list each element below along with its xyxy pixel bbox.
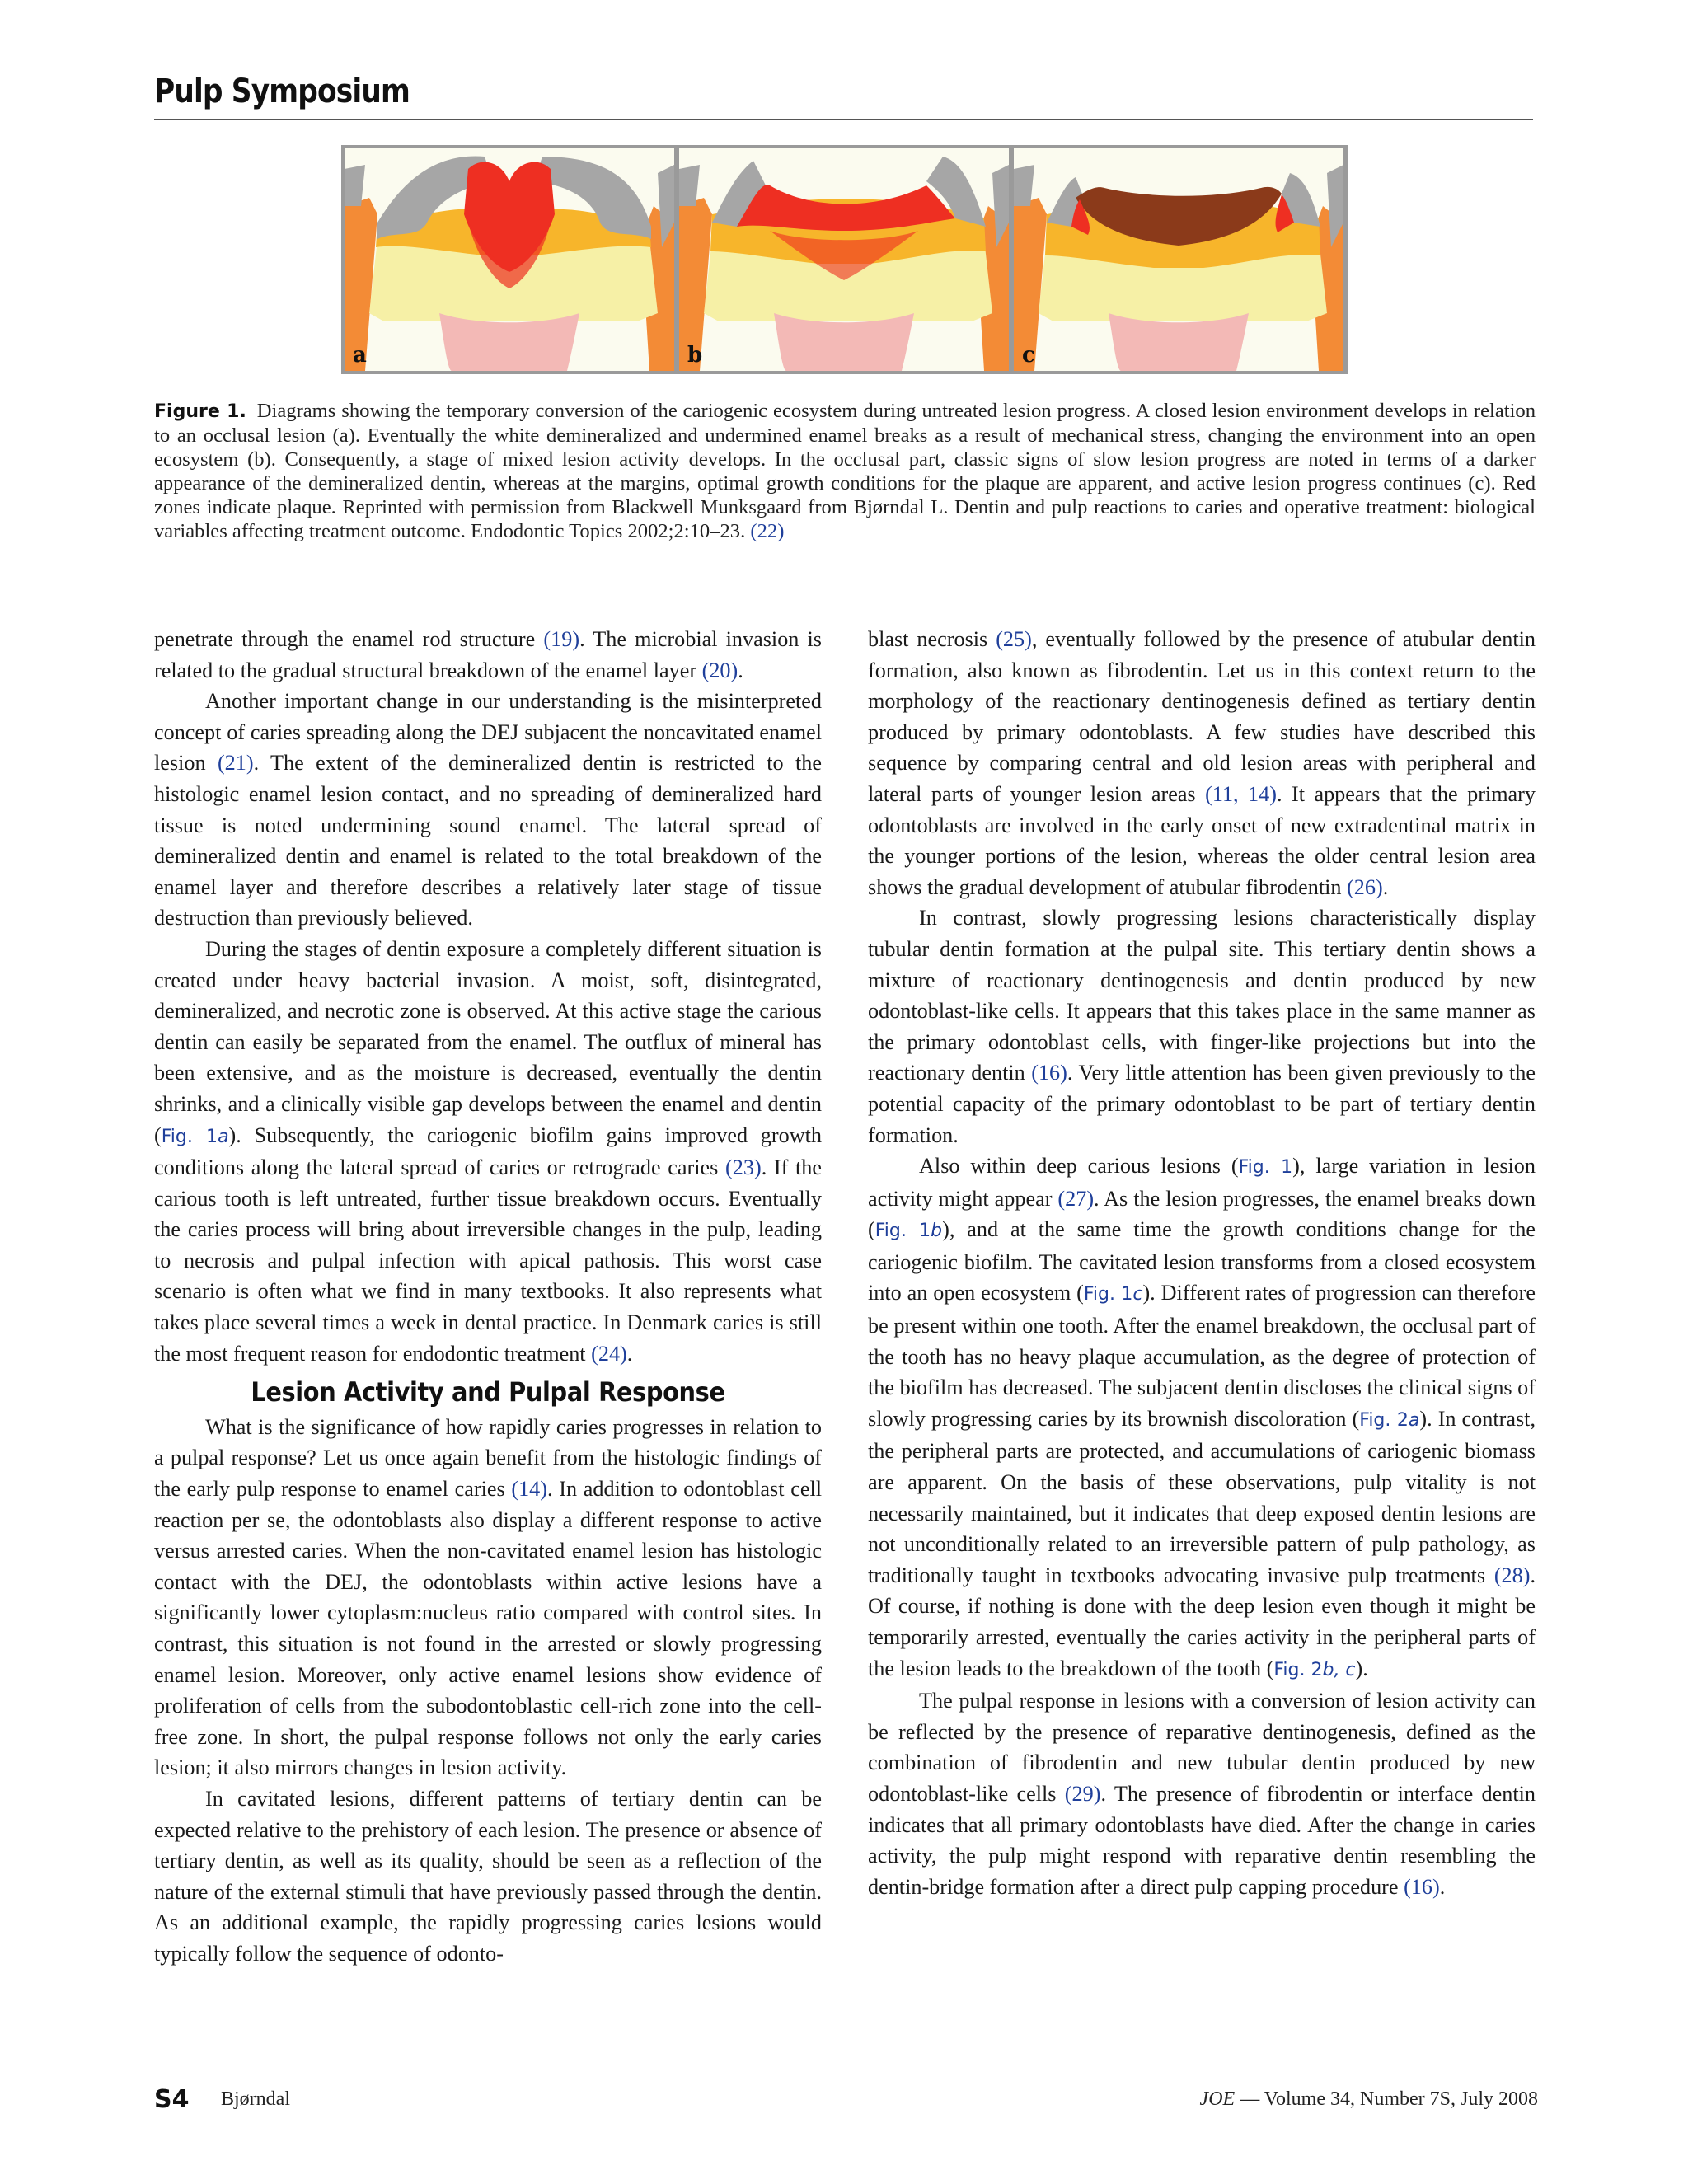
journal-name: JOE: [1199, 2088, 1236, 2110]
citation-link[interactable]: (29): [1064, 1781, 1101, 1806]
paragraph: The pulpal response in lesions with a conversion of lesion activity can be reflected by the presence of reparative dentinogenesis, defined as the combination of fibrodentin and new tubular dentin produced by new odontoblast-like cells (29). The presence of fibrodentin or interface dentin indicates that all primary odontoblasts have died. After the change in caries activity, the pulp might respond with reparative dentin resembling the dentin-bridge formation after a direct pulp capping procedure (16).: [868, 1689, 1536, 1899]
journal-issue: — Volume 34, Number 7S, July 2008: [1235, 2088, 1538, 2110]
citation-link[interactable]: (16): [1031, 1061, 1067, 1085]
panel-letter: c: [1022, 343, 1035, 368]
citation-link[interactable]: (24): [591, 1341, 627, 1366]
citation-link[interactable]: (25): [996, 627, 1032, 651]
paragraph: Also within deep carious lesions (Fig. 1), large variation in lesion activity might appear (27). As the lesion progresses, the enamel breaks down (Fig. 1b), and at the same time the growth conditions change for the cariogenic biofilm. The cavitated lesion transforms from a closed ecosystem into an open ecosystem (Fig. 1c). Different rates of progression can therefore be present within one tooth. After the enamel breakdown, the occlusal part of the tooth has no heavy plaque accumulation, as the degree of protection of the biofilm has decreased. The subjacent dentin discloses the clinical signs of slowly progressing caries by its brownish discoloration (Fig. 2a). In contrast, the peripheral parts are protected, and accumulations of cariogenic biomass are apparent. On the basis of these observations, pulp vitality is not necessarily maintained, but it indicates that deep exposed dentin lesions are not unconditionally related to an irreversible pattern of pulp pathology, as traditionally taught in textbooks advocating invasive pulp treatments (28). Of course, if nothing is done with the deep lesion even though it might be temporarily arrested, eventually the caries activity in the peripheral parts of the lesion leads to the breakdown of the tooth (Fig. 2b, c).: [868, 1154, 1536, 1680]
figure-caption-text: Diagrams showing the temporary conversion of the cariogenic ecosystem during untreated lesion progress. A closed lesion environment develops in relation to an occlusal lesion (a). Eventually the white demineralized and undermined enamel breaks as a result of mechanical stress, changing the environment into an open ecosystem (b). Consequently, a stage of mixed lesion activity develops. In the occlusal part, classic signs of slow lesion progress are noted in terms of a darker appearance of the demineralized dentin, whereas at the margins, optimal growth conditions for the plaque are apparent, and active lesion progress continues (c). Red zones indicate plaque. Reprinted with permission from Blackwell Munksgaard from Bjørndal L. Dentin and pulp reactions to caries and operative treatment: biological variables affecting treatment outcome. Endodontic Topics 2002;2:10–23.: [154, 400, 1536, 542]
figure-panel-a: [345, 148, 674, 371]
panel-letter: b: [687, 343, 703, 368]
left-column: [154, 624, 822, 1970]
paragraph: What is the significance of how rapidly caries progresses in relation to a pulpal response? Let us once again benefit from the histologic findings of the early pulp response to enamel caries (14). In addition to odontoblast cell reaction per se, the odontoblasts also display a different response to active versus arrested caries. When the non-cavitated enamel lesion has histologic contact with the DEJ, the odontoblasts within active lesions have a significantly lower cytoplasm:nucleus ratio compared with control sites. In contrast, this situation is not found in the arrested or slowly progressing enamel lesion. Moreover, only active enamel lesions show evidence of proliferation of cells from the subodontoblastic cell-rich zone into the cell-free zone. In short, the pulpal response follows not only the early caries lesion; it also mirrors changes in lesion activity.: [154, 1414, 822, 1780]
figure-caption: [154, 399, 1536, 543]
citation-link[interactable]: (26): [1347, 874, 1383, 899]
citation-link[interactable]: (19): [543, 627, 580, 651]
pulp: [439, 313, 579, 371]
figure-link[interactable]: Fig. 1b: [874, 1221, 943, 1242]
figure-link[interactable]: Fig. 2b, c: [1273, 1659, 1356, 1680]
figure-link[interactable]: Fig. 1c: [1083, 1284, 1143, 1305]
tooth-diagram-c: [1014, 148, 1343, 371]
figure-caption-label: Figure 1.: [154, 401, 246, 422]
header-rule: [154, 119, 1533, 120]
right-column: [868, 624, 1536, 1902]
citation-link[interactable]: (14): [511, 1477, 547, 1502]
tooth-diagram-a: [345, 148, 674, 371]
citation-link[interactable]: (27): [1057, 1186, 1095, 1211]
citation-link[interactable]: (21): [217, 751, 254, 776]
page-number: S4: [154, 2085, 190, 2114]
figure-link[interactable]: Fig. 1: [1238, 1157, 1293, 1179]
footer-journal: [1200, 2088, 1538, 2111]
paragraph: Another important change in our understanding is the misinterpreted concept of caries spreading along the DEJ subjacent the noncavitated enamel lesion (21). The extent of the demineralized dentin is restricted to the histologic enamel lesion contact, and no spreading of demineralized hard tissue is noted undermining sound enamel. The lateral spread of demineralized dentin and enamel is related to the total breakdown of the enamel layer and therefore describes a relatively later stage of tissue destruction than previously believed.: [154, 689, 822, 930]
paragraph: penetrate through the enamel rod structure (19). The microbial invasion is related to the gradual structural breakdown of the enamel layer (20).: [154, 627, 822, 682]
figure-link[interactable]: Fig. 1a: [161, 1126, 229, 1147]
enamel-neighbor-left: [345, 165, 365, 206]
citation-link[interactable]: (28): [1493, 1563, 1531, 1587]
panel-letter: a: [353, 343, 367, 368]
citation-link[interactable]: (16): [1404, 1874, 1440, 1899]
citation-link[interactable]: (20): [701, 658, 738, 682]
section-heading: Lesion Activity and Pulpal Response: [251, 1376, 725, 1408]
citation-link[interactable]: (22): [750, 520, 785, 542]
paragraph: During the stages of dentin exposure a completely different situation is created under heavy bacterial invasion. A moist, soft, disintegrated, demineralized, and necrotic zone is observed. At this active stage the carious dentin can easily be separated from the enamel. The outflux of mineral has been extensive, and as the moisture is decreased, eventually the dentin shrinks, and a clinically visible gap develops between the enamel and dentin (Fig. 1a). Subsequently, the cariogenic biofilm gains improved growth conditions along the lateral spread of caries or retrograde caries (23). If the carious tooth is left untreated, further tissue breakdown occurs. Eventually the caries process will bring about irreversible changes in the pulp, leading to necrosis and pulpal infection with apical pathosis. This worst case scenario is often what we find in many textbooks. It also represents what takes place several times a week in dental practice. In Denmark caries is still the most frequent reason for endodontic treatment (24).: [154, 936, 822, 1366]
paragraph: In cavitated lesions, different patterns of tertiary dentin can be expected relative to the prehistory of each lesion. The presence or absence of tertiary dentin, as well as its quality, should be seen as a reflection of the nature of the external stimuli that have previously passed through the dentin. As an additional example, the rapidly progressing caries lesions would typically follow the sequence of odonto-: [154, 1786, 822, 1966]
paragraph: blast necrosis (25), eventually followed by the presence of atubular dentin formation, also known as fibrodentin. Let us in this context return to the morphology of the reactionary dentinogenesis defined as tertiary dentin produced by primary odontoblasts. A few studies have described this sequence by comparing central and old lesion areas with peripheral and lateral parts of younger lesion areas (11, 14). It appears that the primary odontoblasts are involved in the early onset of new extradentinal matrix in the younger portions of the lesion, whereas the older central lesion area shows the gradual development of atubular fibrodentin (26).: [868, 627, 1536, 899]
citation-link[interactable]: (11, 14): [1205, 781, 1277, 806]
tooth-diagram-b: [679, 148, 1009, 371]
paragraph: In contrast, slowly progressing lesions characteristically display tubular dentin formation at the pulpal site. This tertiary dentin shows a mixture of reactionary dentinogenesis and dentin produced by new odontoblast-like cells. It appears that this takes place in the same manner as the primary odontoblast cells, with finger-like projections but into the reactionary dentin (16). Very little attention has been given previously to the potential capacity of the primary odontoblast to be part of tertiary dentin formation.: [868, 906, 1536, 1147]
running-head: Pulp Symposium: [154, 73, 410, 110]
figure-panel-c: [1014, 148, 1343, 371]
figure-panel-b: [679, 148, 1009, 371]
figure-1: [341, 145, 1348, 374]
footer-author: Bjørndal: [221, 2088, 290, 2110]
citation-link[interactable]: (23): [725, 1155, 762, 1180]
figure-link[interactable]: Fig. 2a: [1359, 1409, 1420, 1431]
